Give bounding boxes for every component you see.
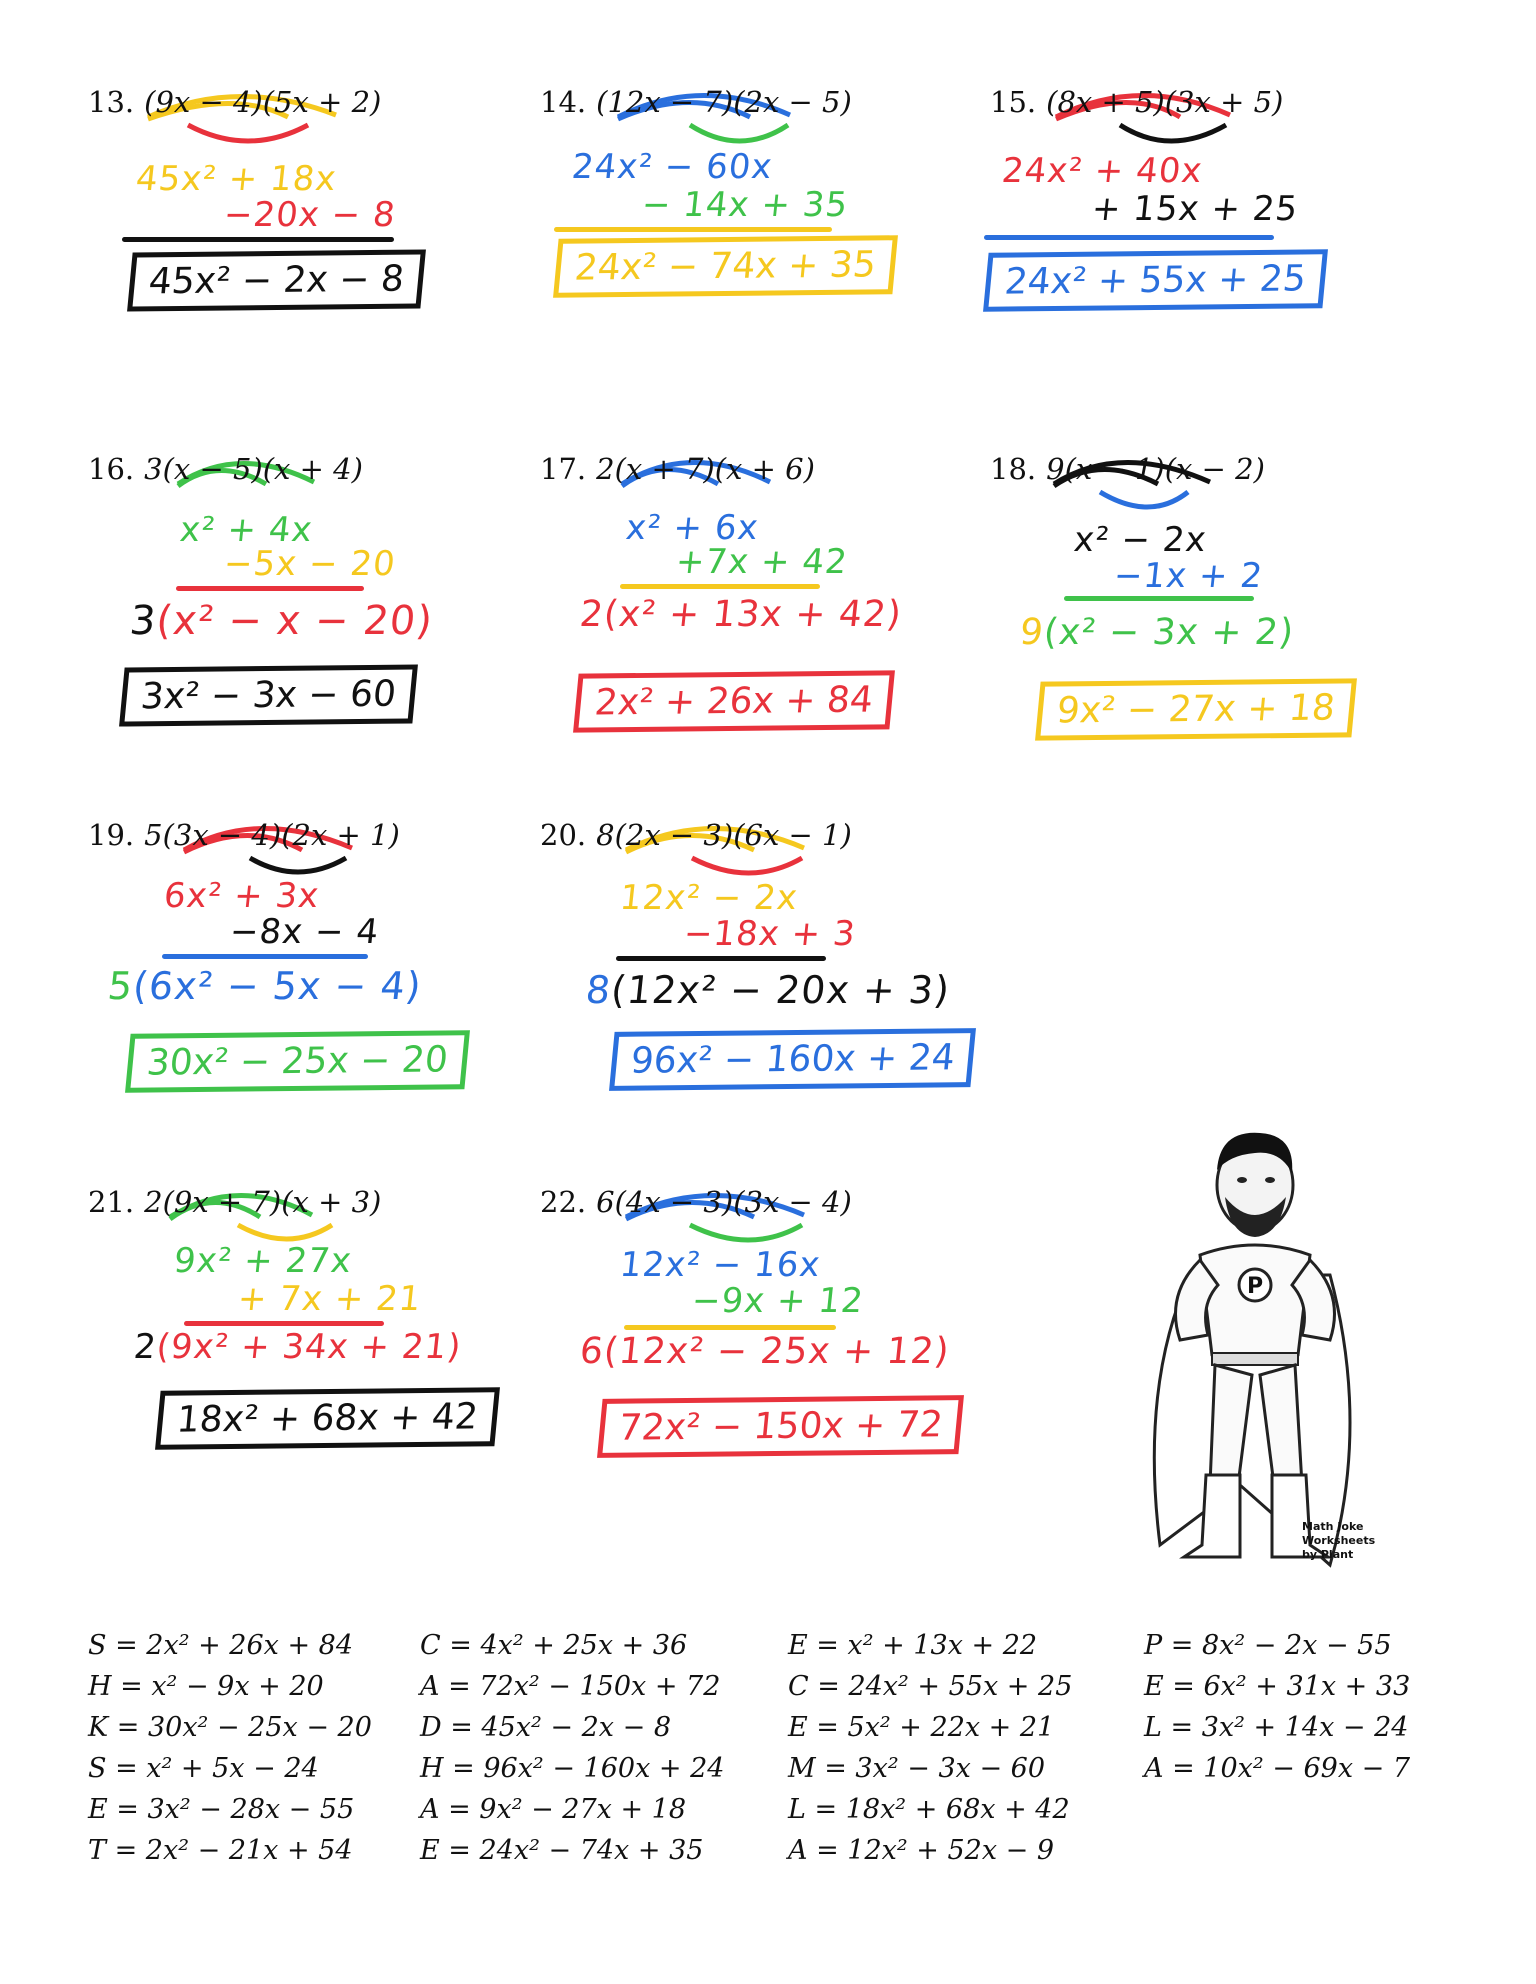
factored-line — [584, 968, 953, 1012]
problem-22 — [540, 1185, 980, 1525]
factored-line — [132, 1327, 464, 1367]
answer-box: 30x² − 25x − 20 — [125, 1030, 470, 1093]
problem-expression: 3(x − 5)(x + 4) — [144, 452, 363, 486]
product-line-2: − 14x + 35 — [639, 185, 851, 225]
problem-number: 14. — [540, 85, 587, 119]
factored-line — [106, 964, 424, 1008]
problem-number: 21. — [88, 1185, 135, 1219]
caption-line: Worksheets — [1302, 1534, 1376, 1547]
answer-box: 18x² + 68x + 42 — [155, 1387, 500, 1450]
problem-16 — [88, 452, 528, 792]
problem-expression: (9x − 4)(5x + 2) — [144, 85, 382, 119]
problem-number: 19. — [88, 818, 135, 852]
answer-key-entry: A = 9x² − 27x + 18 — [420, 1794, 687, 1825]
answer-box: 45x² − 2x − 8 — [127, 249, 426, 311]
problem-expression: (12x − 7)(2x − 5) — [596, 85, 852, 119]
problem-label — [88, 1185, 381, 1219]
answer-key-entry: P = 8x² − 2x − 55 — [1144, 1630, 1392, 1661]
answer-key-entry: E = 3x² − 28x − 55 — [88, 1794, 355, 1825]
sum-rule — [616, 956, 826, 961]
problem-number: 13. — [88, 85, 135, 119]
problem-label — [88, 452, 363, 486]
problem-label — [990, 452, 1265, 486]
problem-expression: 2(9x + 7)(x + 3) — [144, 1185, 382, 1219]
factored-line — [1018, 612, 1296, 653]
product-line-1: 12x² − 2x — [617, 878, 800, 918]
caption-line: Math Joke — [1302, 1520, 1364, 1533]
problem-17 — [540, 452, 980, 792]
answer-key-entry: S = x² + 5x − 24 — [88, 1753, 319, 1784]
problem-expression: 5(3x − 4)(2x + 1) — [144, 818, 400, 852]
hero-emblem: P — [1246, 1274, 1264, 1299]
problem-label — [540, 452, 815, 486]
problem-20 — [540, 818, 980, 1158]
sum-rule — [554, 227, 832, 232]
problem-21 — [88, 1185, 528, 1525]
problem-expression: 9(x − 1)(x − 2) — [1046, 452, 1265, 486]
factored-line — [128, 598, 436, 644]
product-line-2: −8x − 4 — [227, 912, 382, 952]
product-line-2: + 7x + 21 — [235, 1279, 424, 1319]
answer-key-column — [788, 1625, 1072, 1871]
problem-label — [88, 85, 381, 119]
answer-key-entry: E = x² + 13x + 22 — [788, 1630, 1038, 1661]
problem-13 — [88, 85, 528, 425]
product-line-2: + 15x + 25 — [1089, 189, 1301, 229]
product-line-1: x² + 6x — [623, 508, 761, 548]
answer-key-entry: A = 10x² − 69x − 7 — [1144, 1753, 1411, 1784]
sum-rule — [620, 584, 820, 589]
factored-line — [578, 1331, 952, 1372]
answer-key-entry: M = 3x² − 3x − 60 — [788, 1753, 1046, 1784]
answer-key-entry: S = 2x² + 26x + 84 — [88, 1630, 354, 1661]
product-line-1: 45x² + 18x — [133, 159, 339, 199]
problem-15 — [990, 85, 1430, 425]
problem-expression: (8x + 5)(3x + 5) — [1046, 85, 1284, 119]
answer-key-entry: H = x² − 9x + 20 — [88, 1671, 324, 1702]
problem-expression: 2(x + 7)(x + 6) — [596, 452, 815, 486]
answer-key-column — [88, 1625, 372, 1871]
answer-key-column — [1144, 1625, 1410, 1789]
problem-expression: 6(4x − 3)(3x − 4) — [596, 1185, 852, 1219]
product-line-1: 24x² + 40x — [999, 151, 1205, 191]
problem-label — [88, 818, 400, 852]
problem-number: 22. — [540, 1185, 587, 1219]
inner-trinomial: (12x² − 25x + 12) — [601, 1331, 952, 1372]
inner-trinomial: (x² − x − 20) — [154, 598, 436, 644]
problem-label — [990, 85, 1283, 119]
coefficient: 2 — [131, 1327, 159, 1367]
factored-line — [578, 594, 904, 635]
answer-box: 24x² − 74x + 35 — [553, 235, 898, 298]
sum-rule — [184, 1321, 384, 1326]
answer-key-entry: K = 30x² − 25x − 20 — [88, 1712, 372, 1743]
answer-key-entry: E = 5x² + 22x + 21 — [788, 1712, 1055, 1743]
problem-number: 20. — [540, 818, 587, 852]
answer-box: 2x² + 26x + 84 — [573, 670, 895, 732]
product-line-1: 6x² + 3x — [161, 876, 322, 916]
answer-key-entry: E = 6x² + 31x + 33 — [1144, 1671, 1411, 1702]
product-line-1: 24x² − 60x — [569, 147, 775, 187]
problem-18 — [990, 452, 1430, 792]
sum-rule — [1064, 596, 1254, 601]
inner-trinomial: (6x² − 5x − 4) — [130, 964, 424, 1008]
product-line-2: −20x − 8 — [221, 195, 398, 235]
product-line-2: −9x + 12 — [689, 1281, 866, 1321]
problem-label — [540, 1185, 852, 1219]
product-line-2: −18x + 3 — [681, 914, 858, 954]
problem-label — [540, 85, 852, 119]
answer-key-entry: D = 45x² − 2x − 8 — [420, 1712, 672, 1743]
problem-number: 17. — [540, 452, 587, 486]
problem-number: 15. — [990, 85, 1037, 119]
product-line-2: +7x + 42 — [673, 542, 850, 582]
problem-number: 18. — [990, 452, 1037, 486]
hero-caption — [1302, 1520, 1392, 1562]
sum-rule — [624, 1325, 836, 1330]
answer-box: 3x² − 3x − 60 — [119, 664, 418, 726]
product-line-1: 9x² + 27x — [171, 1241, 354, 1281]
product-line-1: x² + 4x — [177, 510, 315, 550]
coefficient: 9 — [1017, 612, 1047, 653]
inner-trinomial: (x² − 3x + 2) — [1041, 612, 1297, 653]
problem-number: 16. — [88, 452, 135, 486]
inner-trinomial: (9x² + 34x + 21) — [154, 1327, 464, 1367]
answer-key-entry: H = 96x² − 160x + 24 — [420, 1753, 725, 1784]
answer-key-column — [420, 1625, 724, 1871]
product-line-2: −1x + 2 — [1111, 556, 1266, 596]
problem-14 — [540, 85, 980, 425]
answer-box: 96x² − 160x + 24 — [609, 1028, 976, 1091]
answer-box: 72x² − 150x + 72 — [597, 1395, 964, 1458]
answer-box: 9x² − 27x + 18 — [1035, 678, 1357, 740]
superhero-illustration — [1120, 1125, 1390, 1585]
sum-rule — [162, 954, 368, 959]
answer-key-entry: L = 18x² + 68x + 42 — [788, 1794, 1070, 1825]
coefficient: 8 — [583, 968, 614, 1012]
sum-rule — [122, 237, 394, 242]
problem-label — [540, 818, 852, 852]
answer-box: 24x² + 55x + 25 — [983, 249, 1328, 312]
sum-rule — [984, 235, 1274, 240]
inner-trinomial: (x² + 13x + 42) — [601, 594, 904, 635]
answer-key-entry: E = 24x² − 74x + 35 — [420, 1835, 704, 1866]
answer-key-entry: A = 12x² + 52x − 9 — [788, 1835, 1055, 1866]
sum-rule — [176, 586, 364, 591]
answer-key-entry: T = 2x² − 21x + 54 — [88, 1835, 353, 1866]
problem-expression: 8(2x − 3)(6x − 1) — [596, 818, 852, 852]
answer-key-entry: C = 4x² + 25x + 36 — [420, 1630, 688, 1661]
answer-key-entry: L = 3x² + 14x − 24 — [1144, 1712, 1409, 1743]
answer-key-entry: C = 24x² + 55x + 25 — [788, 1671, 1073, 1702]
caption-line: by Plant — [1302, 1548, 1354, 1561]
product-line-2: −5x − 20 — [221, 544, 398, 584]
answer-key-entry: A = 72x² − 150x + 72 — [420, 1671, 721, 1702]
coefficient: 6 — [577, 1331, 607, 1372]
coefficient: 3 — [127, 598, 159, 644]
product-line-1: 12x² − 16x — [617, 1245, 823, 1285]
coefficient: 5 — [105, 964, 136, 1008]
product-line-1: x² − 2x — [1071, 520, 1209, 560]
inner-trinomial: (12x² − 20x + 3) — [608, 968, 953, 1012]
coefficient: 2 — [577, 594, 607, 635]
problem-19 — [88, 818, 528, 1158]
